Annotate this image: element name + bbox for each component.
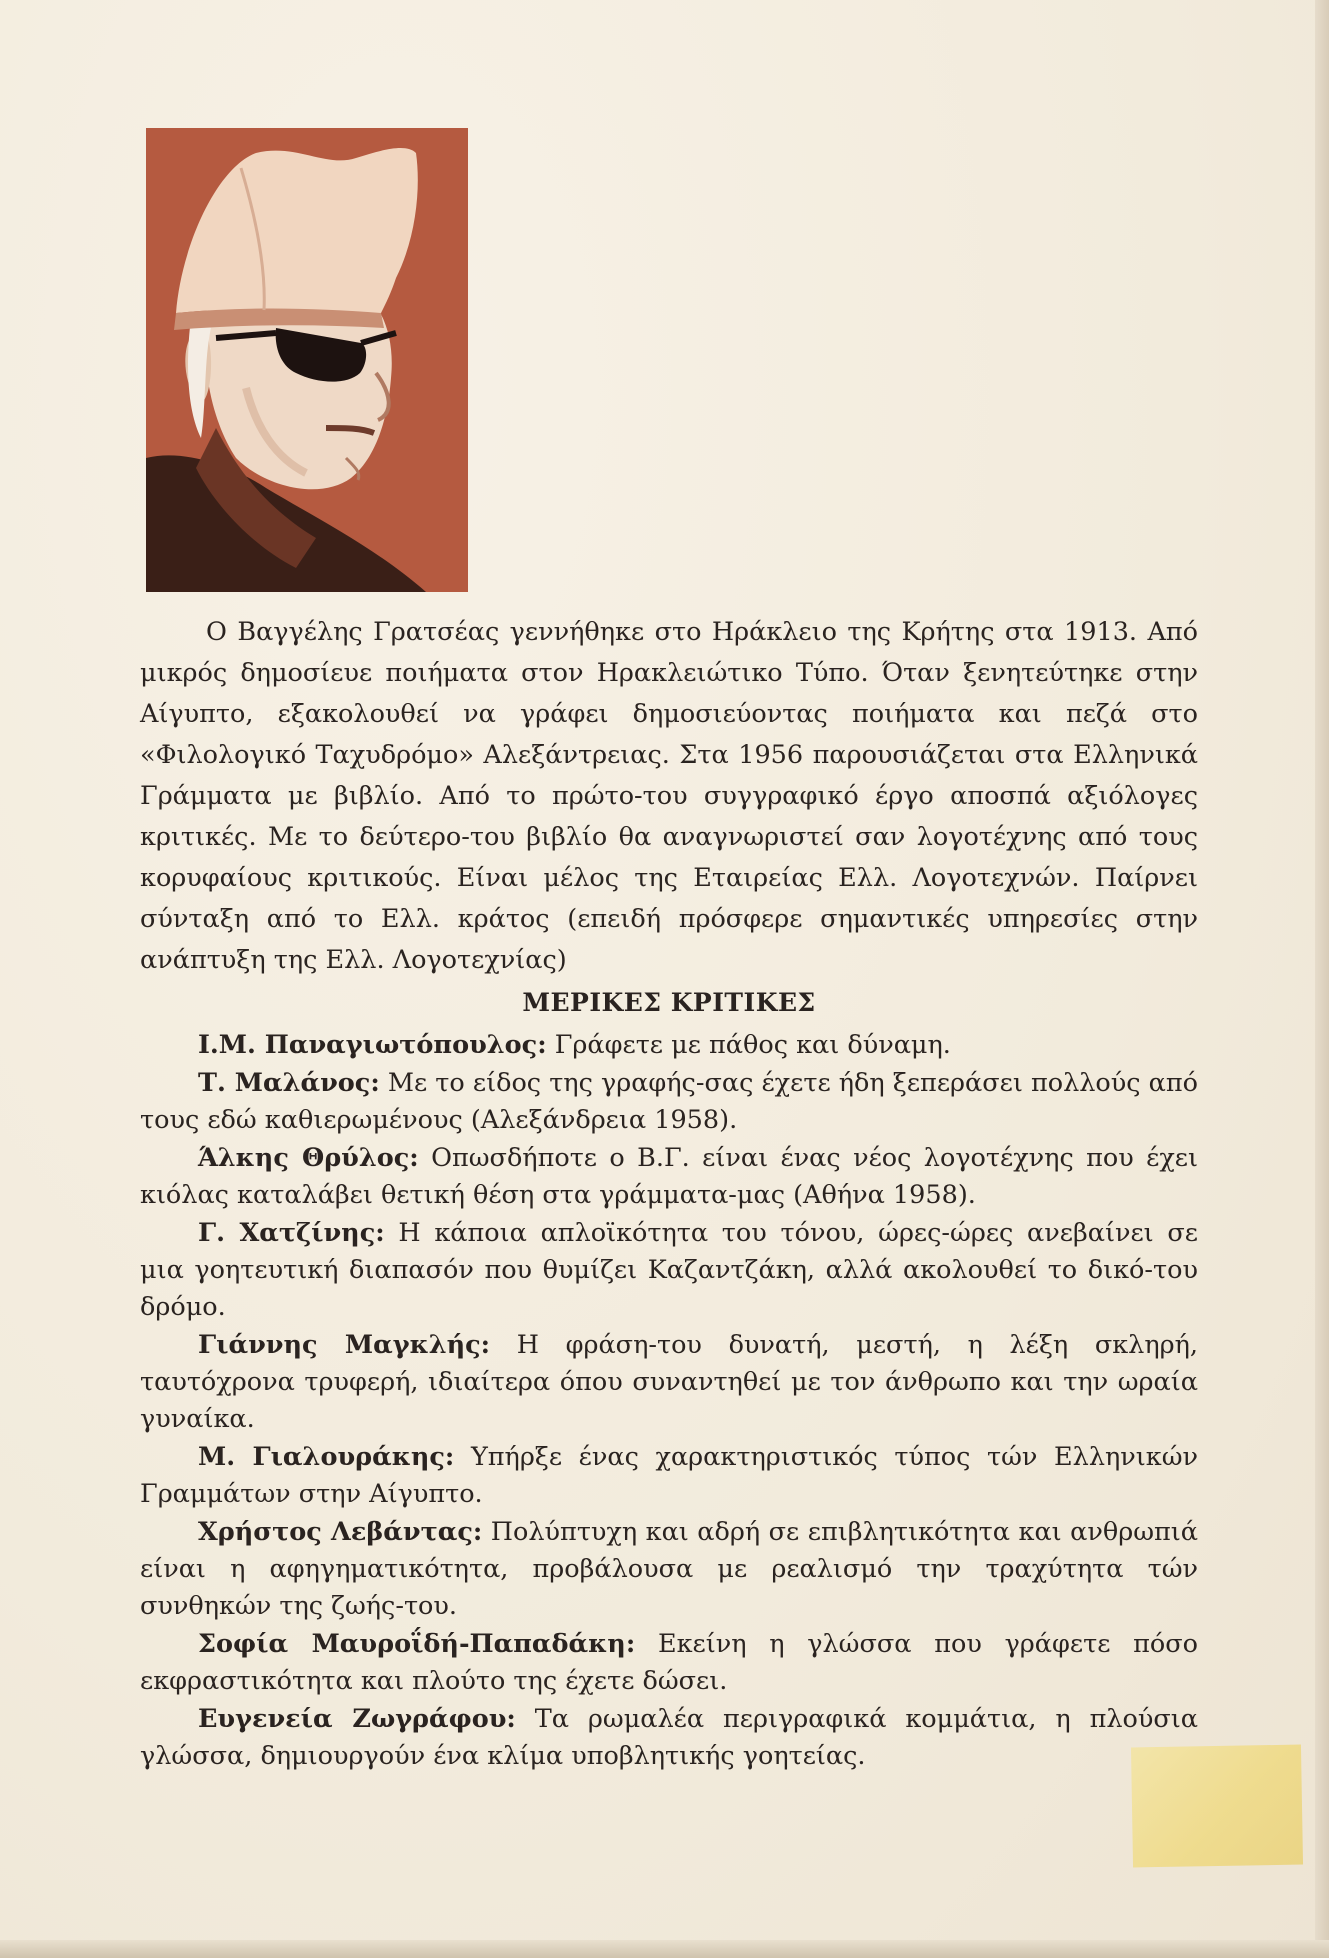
page-edge-shadow	[1315, 0, 1329, 1958]
review-text: Τα ρωμαλέα περιγραφικά κομμάτια, η πλούσια γλώσσα, δημιουργούν ένα κλίμα υποβλητικής γοητείας.	[140, 1704, 1199, 1771]
reviews-heading: ΜΕΡΙΚΕΣ ΚΡΙΤΙΚΕΣ	[522, 988, 816, 1017]
review-item	[140, 1701, 1198, 1775]
author-portrait-photo	[146, 128, 468, 592]
review-item	[140, 1439, 1198, 1513]
review-author: Γιάννης Μαγκλής:	[198, 1330, 491, 1360]
review-item	[140, 1027, 1198, 1064]
review-text: Εκείνη η γλώσσα που γράφετε πόσο εκφραστικότητα και πλούτο της έχετε δώσει.	[140, 1629, 1198, 1696]
review-author: Ι.Μ. Παναγιωτόπουλος:	[198, 1030, 547, 1060]
adhesive-tape-stain	[1131, 1745, 1303, 1868]
reviews-list	[140, 1027, 1198, 1776]
review-item	[140, 1065, 1198, 1139]
review-text: Γράφετε με πάθος και δύναμη.	[546, 1030, 951, 1060]
review-item	[140, 1215, 1198, 1326]
review-item	[140, 1327, 1198, 1438]
review-text: Η φράση-του δυνατή, μεστή, η λέξη σκληρή, ταυτόχρονα τρυφερή, ιδιαίτερα όπου συναντηθεί με τον άνθρωπο και την ωραία γυναίκα.	[140, 1330, 1198, 1434]
review-text: Με το είδος της γραφής-σας έχετε ήδη ξεπεράσει πολλούς από τους εδώ καθιερωμένους (Αλεξάνδρεια 1958).	[140, 1068, 1198, 1135]
review-author: Χρήστος Λεβάντας:	[198, 1517, 483, 1547]
review-text: Η κάποια απλοϊκότητα του τόνου, ώρες-ώρες ανεβαίνει σε μια γοητευτική διαπασόν που θυμίζει Καζαντζάκη, αλλά ακολουθεί το δικό-του δρόμο.	[140, 1218, 1198, 1322]
review-text: Οπωσδήποτε ο Β.Γ. είναι ένας νέος λογοτέχνης που έχει κιόλας καταλάβει θετική θέση στα γράμματα-μας (Αθήνα 1958).	[140, 1143, 1198, 1210]
review-author: Τ. Μαλάνος:	[198, 1068, 380, 1098]
review-author: Γ. Χατζίνης:	[198, 1218, 385, 1248]
page-bottom-edge	[0, 1940, 1329, 1958]
review-text: Πολύπτυχη και αδρή σε επιβλητικότητα και ανθρωπιά είναι η αφηγηματικότητα, προβάλουσα με ρεαλισμό την τραχύτητα τών συνθηκών της ζωής-του.	[140, 1517, 1198, 1621]
review-item	[140, 1514, 1198, 1625]
review-item	[140, 1626, 1198, 1700]
review-author: Άλκης Θρύλος:	[198, 1143, 419, 1173]
review-text: Υπήρξε ένας χαρακτηριστικός τύπος τών Ελληνικών Γραμμάτων στην Αίγυπτο.	[140, 1442, 1198, 1509]
review-author: Μ. Γιαλουράκης:	[198, 1442, 455, 1472]
review-item	[140, 1140, 1198, 1214]
review-author: Ευγενεία Ζωγράφου:	[198, 1704, 516, 1734]
author-biography: Ο Βαγγέλης Γρατσέας γεννήθηκε στο Ηράκλειο της Κρήτης στα 1913. Από μικρός δημοσίευε ποιήματα στον Ηρακλειώτικο Τύπο. Όταν ξενητεύτηκε στην Αίγυπτο, εξακολουθεί να γράφει δημοσιεύοντας ποιήματα και πεζά στο «Φιλολογικό Ταχυδρόμο» Αλεξάντρειας. Στα 1956 παρουσιάζεται στα Ελληνικά Γράμματα με βιβλίο. Από το πρώτο-του συγγραφικό έργο αποσπά αξιόλογες κριτικές. Με το δεύτερο-του βιβλίο θα αναγνωριστεί σαν λογοτέχνης από τους κορυφαίους κριτικούς. Είναι μέλος της Εταιρείας Ελλ. Λογοτεχνών. Παίρνει σύνταξη από το Ελλ. κράτος (επειδή πρόσφερε σημαντικές υπηρεσίες στην ανάπτυξη της Ελλ. Λογοτεχνίας)	[140, 617, 1198, 975]
review-author: Σοφία Μαυροΐδή-Παπαδάκη:	[198, 1629, 636, 1659]
